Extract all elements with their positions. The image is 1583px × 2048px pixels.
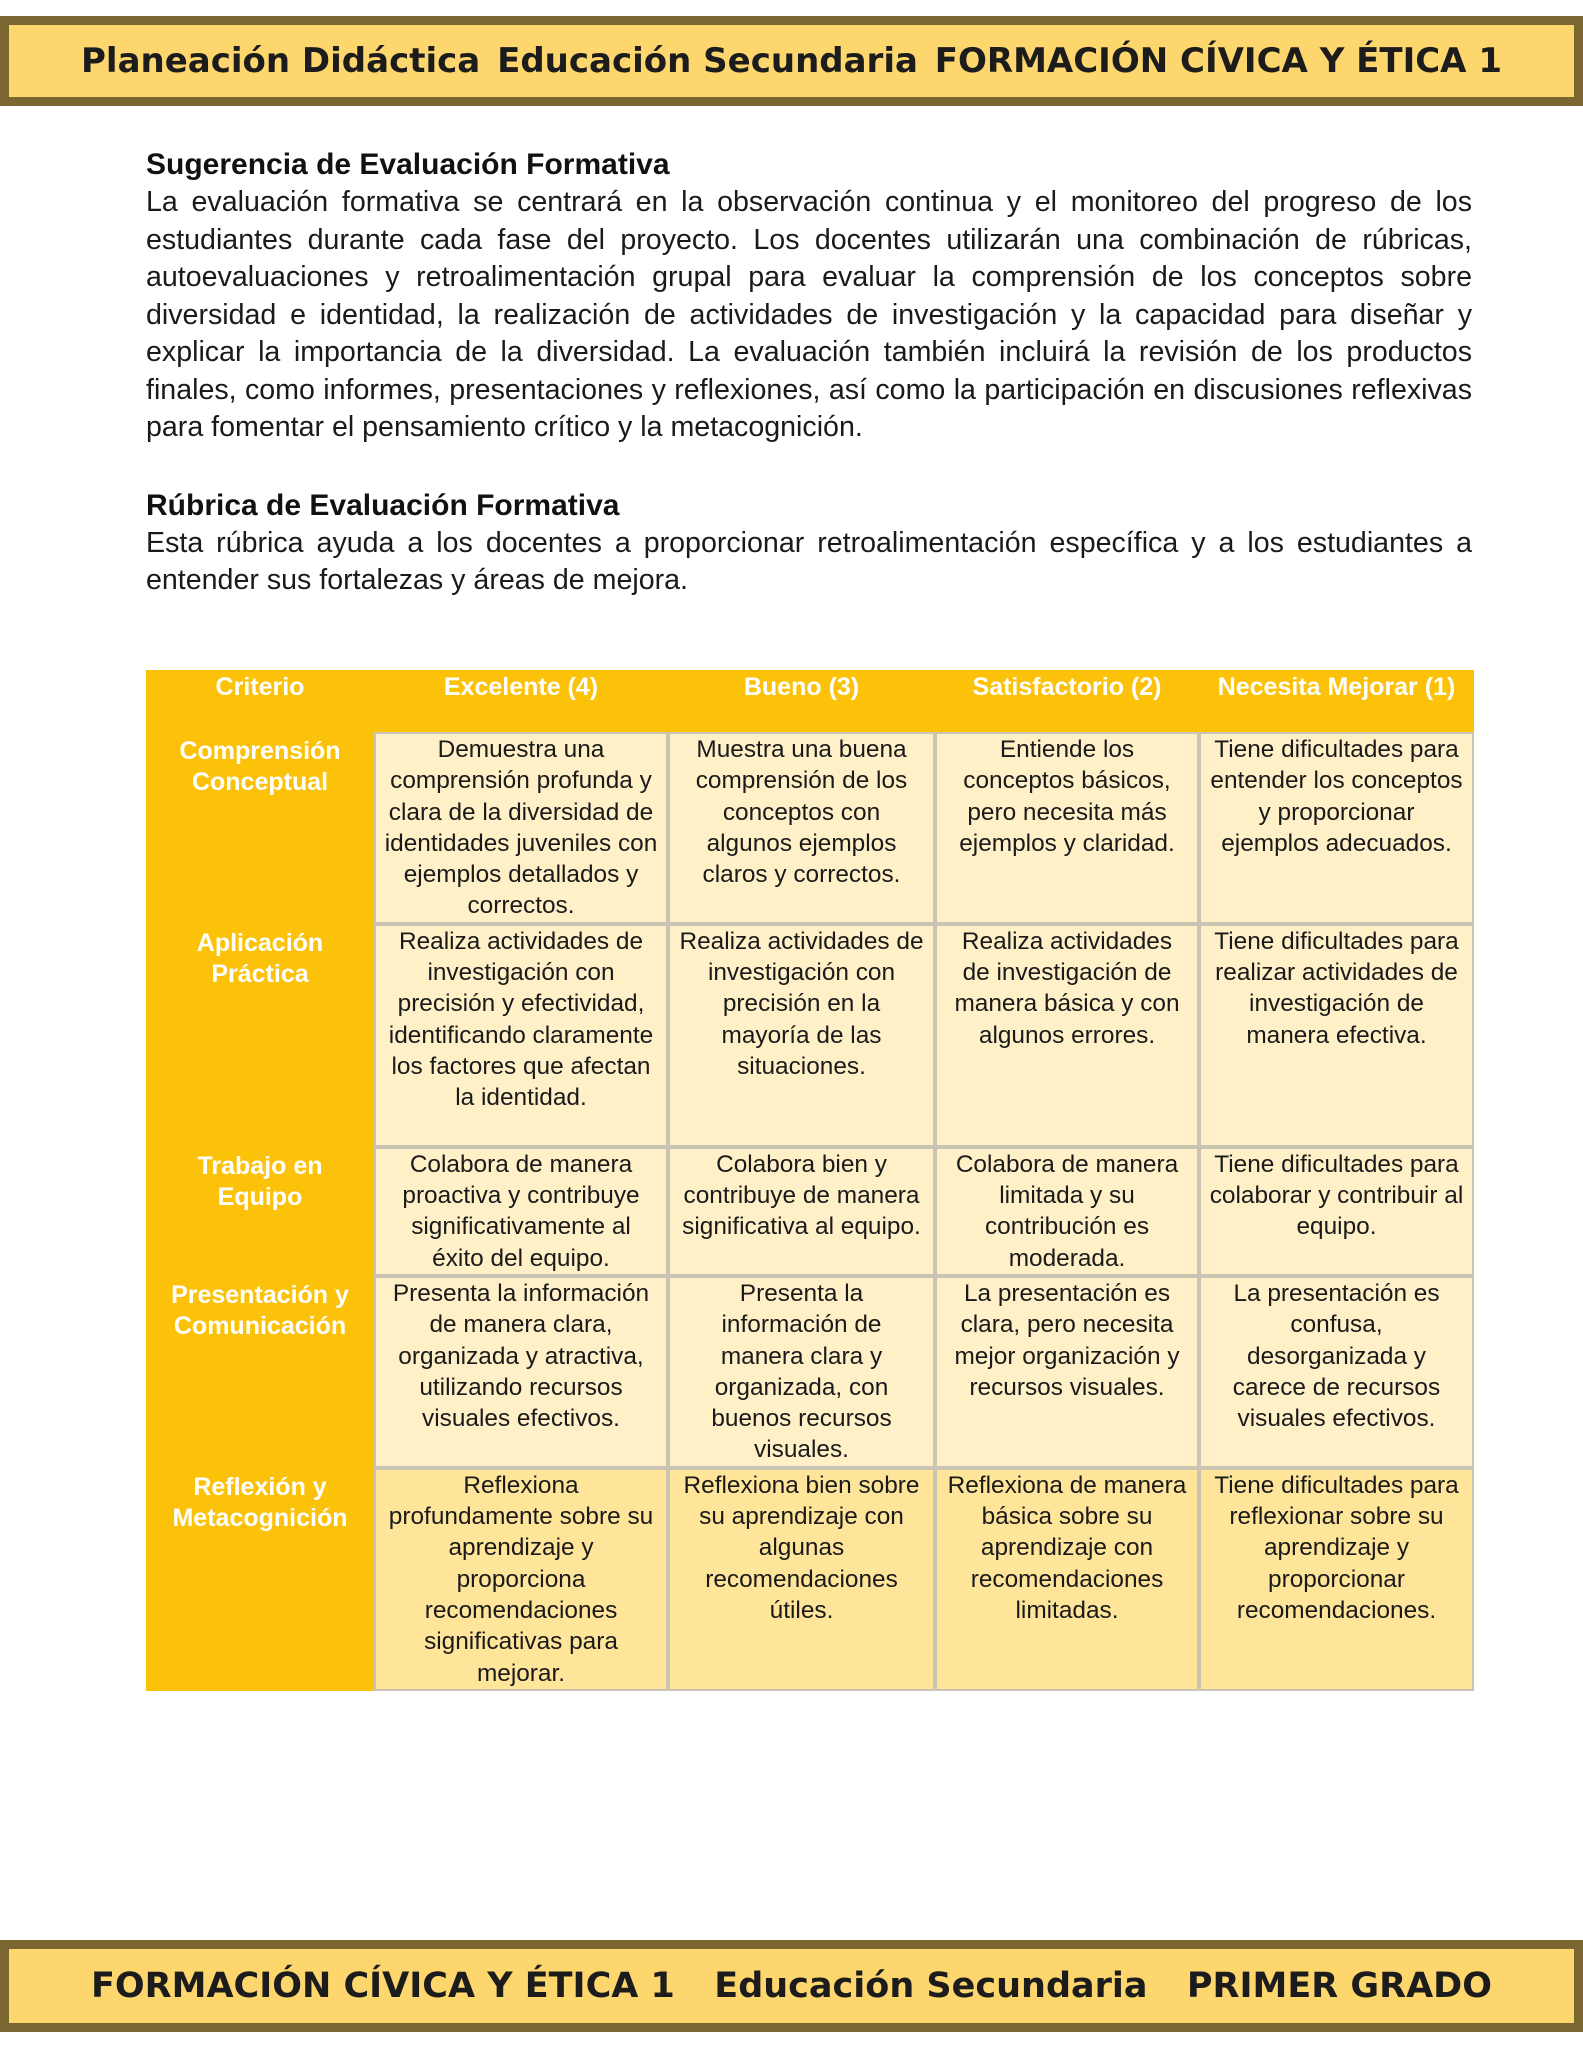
header-left-title: Planeación Didáctica (81, 41, 481, 81)
page-footer (0, 1940, 1583, 2032)
page-header (0, 16, 1583, 106)
table-row (146, 1276, 1474, 1468)
rubric-cell: Colabora de manera limitada y su contribución es moderada. (935, 1147, 1199, 1276)
header-center-title: Educación Secundaria (497, 41, 918, 81)
rubric-cell: Reflexiona profundamente sobre su aprendizaje y proporciona recomendaciones significativas para mejorar. (374, 1468, 668, 1691)
header-excelente: Excelente (4) (374, 670, 668, 732)
rubric-cell: Reflexiona bien sobre su aprendizaje con algunas recomendaciones útiles. (668, 1468, 935, 1691)
rubric-cell: Colabora de manera proactiva y contribuye significativamente al éxito del equipo. (374, 1147, 668, 1276)
rubric-intro: Esta rúbrica ayuda a los docentes a proporcionar retroalimentación específica y a los estudiantes a entender sus fortalezas y áreas de mejora. (146, 526, 1472, 596)
header-right-title: FORMACIÓN CÍVICA Y ÉTICA 1 (934, 41, 1502, 81)
rubric-cell: La presentación es confusa, desorganizada y carece de recursos visuales efectivos. (1199, 1276, 1474, 1468)
table-row (146, 1147, 1474, 1276)
criterion-cell: Reflexión y Metacognición (146, 1468, 374, 1691)
header-bueno: Bueno (3) (668, 670, 935, 732)
criterion-cell: Presentación y Comunicación (146, 1276, 374, 1468)
rubric-cell: Tiene dificultades para realizar actividades de investigación de manera efectiva. (1199, 924, 1474, 1147)
table-row (146, 732, 1474, 924)
rubric-cell: Realiza actividades de investigación con precisión en la mayoría de las situaciones. (668, 924, 935, 1147)
rubric-cell: Presenta la información de manera clara y organizada, con buenos recursos visuales. (668, 1276, 935, 1468)
footer-center-title: Educación Secundaria (714, 1966, 1148, 2006)
rubric-cell: Demuestra una comprensión profunda y clara de la diversidad de identidades juveniles con ejemplos detallados y correctos. (374, 732, 668, 924)
header-satisfactorio: Satisfactorio (2) (935, 670, 1199, 732)
criterion-cell: Comprensión Conceptual (146, 732, 374, 924)
footer-right-title: PRIMER GRADO (1186, 1966, 1492, 2006)
criterion-cell: Trabajo en Equipo (146, 1147, 374, 1276)
table-row (146, 1468, 1474, 1691)
rubric-cell: Presenta la información de manera clara, organizada y atractiva, utilizando recursos visuales efectivos. (374, 1276, 668, 1468)
rubric-cell: Muestra una buena comprensión de los conceptos con algunos ejemplos claros y correctos. (668, 732, 935, 924)
rubric-cell: Tiene dificultades para colaborar y contribuir al equipo. (1199, 1147, 1474, 1276)
evaluation-body: La evaluación formativa se centrará en la observación continua y el monitoreo del progreso de los estudiantes durante cada fase del proyecto. Los docentes utilizarán una combinación de rúbricas, autoevaluaciones y retroalimentación grupal para evaluar la comprensión de los conceptos sobre diversidad e identidad, la realización de actividades de investigación y la capacidad para diseñar y explicar la importancia de la diversidad. La evaluación también incluirá la revisión de los productos finales, como informes, presentaciones y reflexiones, así como la participación en discusiones reflexivas para fomentar el pensamiento crítico y la metacognición. (146, 186, 1472, 443)
rubric-cell: Realiza actividades de investigación con precisión y efectividad, identificando claramente los factores que afectan la identidad. (374, 924, 668, 1147)
rubric-cell: Realiza actividades de investigación de manera básica y con algunos errores. (935, 924, 1199, 1147)
rubric-title: Rúbrica de Evaluación Formativa (146, 488, 620, 522)
rubric-cell: La presentación es clara, pero necesita mejor organización y recursos visuales. (935, 1276, 1199, 1468)
rubric-cell: Entiende los conceptos básicos, pero necesita más ejemplos y claridad. (935, 732, 1199, 924)
rubric-cell: Tiene dificultades para entender los conceptos y proporcionar ejemplos adecuados. (1199, 732, 1474, 924)
footer-left-title: FORMACIÓN CÍVICA Y ÉTICA 1 (91, 1966, 675, 2006)
main-content (146, 146, 1472, 600)
rubric-header-row (146, 670, 1474, 732)
rubric-cell: Colabora bien y contribuye de manera significativa al equipo. (668, 1147, 935, 1276)
criterion-cell: Aplicación Práctica (146, 924, 374, 1147)
rubric-cell: Reflexiona de manera básica sobre su aprendizaje con recomendaciones limitadas. (935, 1468, 1199, 1691)
header-necesita-mejorar: Necesita Mejorar (1) (1199, 670, 1474, 732)
rubric-cell: Tiene dificultades para reflexionar sobre su aprendizaje y proporcionar recomendaciones. (1199, 1468, 1474, 1691)
rubric-table (146, 670, 1474, 1691)
evaluation-title: Sugerencia de Evaluación Formativa (146, 148, 670, 181)
table-row (146, 924, 1474, 1147)
header-criterio: Criterio (146, 670, 374, 732)
